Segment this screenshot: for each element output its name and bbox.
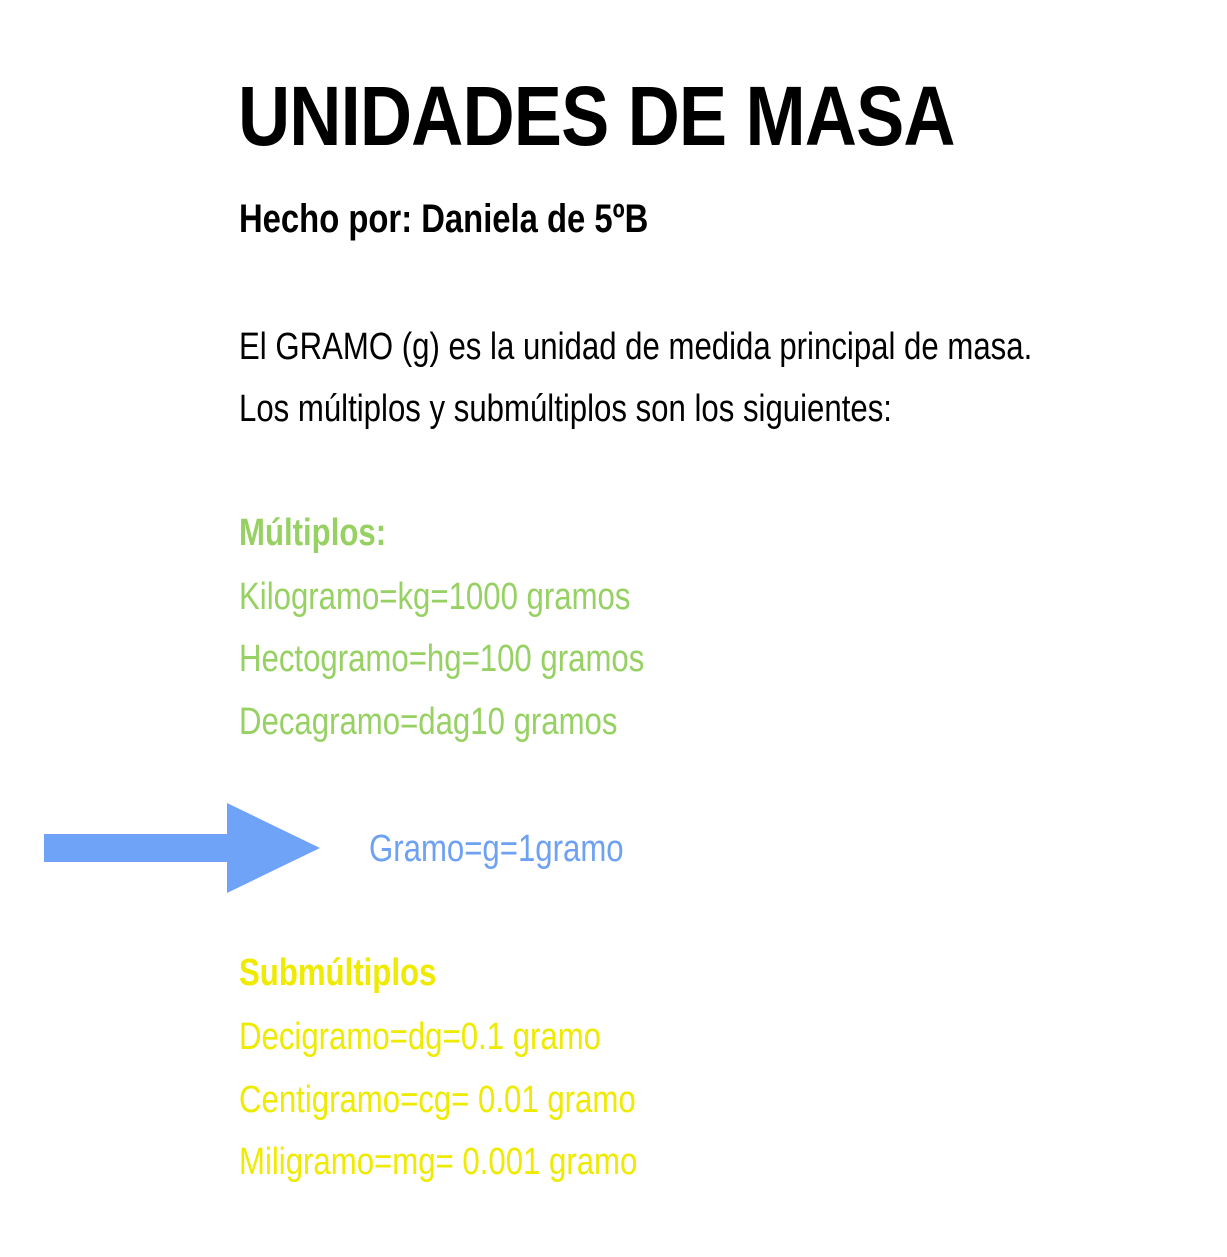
intro-line-2: Los múltiplos y submúltiplos son los siguientes:: [239, 388, 892, 430]
author-line: Hecho por: Daniela de 5ºB: [239, 197, 649, 241]
multiple-item-decagramo: Decagramo=dag10 gramos: [239, 701, 618, 743]
submultiple-item-centigramo: Centigramo=cg= 0.01 gramo: [239, 1079, 636, 1121]
multiple-item-hectogramo: Hectogramo=hg=100 gramos: [239, 638, 645, 680]
arrow-right-icon: [44, 803, 320, 893]
multiple-item-kilogramo: Kilogramo=kg=1000 gramos: [239, 576, 631, 618]
page-title: UNIDADES DE MASA: [238, 69, 955, 163]
submultiple-item-miligramo: Miligramo=mg= 0.001 gramo: [239, 1141, 638, 1183]
submultiple-item-decigramo: Decigramo=dg=0.1 gramo: [239, 1016, 602, 1058]
submultiples-heading: Submúltiplos: [239, 952, 437, 994]
base-unit-gramo: Gramo=g=1gramo: [369, 828, 624, 870]
multiples-heading: Múltiplos:: [239, 512, 387, 554]
intro-line-1: El GRAMO (g) es la unidad de medida principal de masa.: [239, 326, 1033, 368]
